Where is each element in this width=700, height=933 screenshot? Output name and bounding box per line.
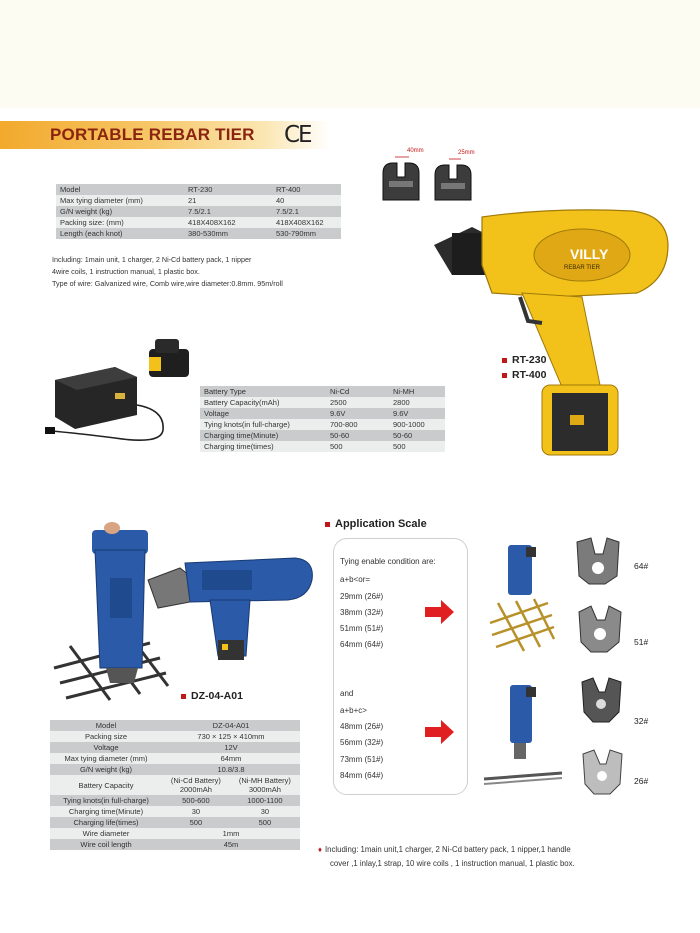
condition-line: 29mm (26#) (340, 592, 384, 601)
dz-included-items (318, 843, 683, 871)
blue-tool-side (148, 558, 312, 660)
arrow-right-icon (425, 600, 455, 624)
table-row: Wire coil length 45m (50, 839, 300, 850)
jaw-51-image (575, 604, 625, 654)
condition-line: 84mm (64#) (340, 771, 384, 780)
table-row: Max tying diameter (mm) 64mm (50, 753, 300, 764)
jaw-size-label: 26# (634, 776, 649, 786)
rt-included-items (52, 254, 352, 290)
jaw-closeup-40mm (383, 163, 419, 200)
application-scale-title: Application Scale (325, 518, 427, 530)
table-row: Packing size 730 × 125 × 410mm (50, 731, 300, 742)
table-row: Tying knots(in full-charge) 500-600 1000-1100 (50, 795, 300, 806)
model-label-rt400: RT-400 (502, 369, 546, 381)
jaw-size-label: 51# (634, 637, 649, 647)
condition-line: Tying enable condition are: (340, 557, 436, 566)
blue-tool-standing (92, 522, 148, 683)
table-row: Length (each knot) 380-530mm 530-790mm (56, 228, 341, 239)
jaw-size-label-40: 40mm (407, 148, 424, 154)
table-row: Charging time(times) 500 500 (200, 441, 445, 452)
application-demo-line-image (482, 683, 564, 793)
table-row: Tying knots(in full-charge) 700-800 900-1000 (200, 419, 445, 430)
table-row: Packing size: (mm) 418X408X162 418X408X162 (56, 217, 341, 228)
brand-logo: VILLY (570, 246, 609, 262)
ce-mark: CE (284, 122, 311, 148)
jaw-32-image (579, 676, 625, 724)
jaw-size-label: 64# (634, 561, 649, 571)
include-line: 4wire coils, 1 instruction manual, 1 plastic box. (52, 267, 200, 276)
include-line: ♦ Including: 1main unit,1 charger, 2 Ni-Cd battery pack, 1 nipper,1 handle (318, 845, 571, 854)
condition-line: 51mm (51#) (340, 624, 384, 633)
table-row: Battery Capacity (Ni-Cd Battery) 2000mAh (Ni-MH Battery) 3000mAh (50, 775, 300, 795)
brand-subtitle: REBAR TIER (564, 265, 600, 271)
table-row: Charging life(times) 500 500 (50, 817, 300, 828)
charger-and-battery-image (45, 335, 190, 450)
condition-line: and (340, 689, 354, 698)
table-row: G/N weight (kg) 10.8/3.8 (50, 764, 300, 775)
table-row: Voltage 9.6V 9.6V (200, 408, 445, 419)
condition-line: 38mm (32#) (340, 608, 384, 617)
model-label-dz: DZ-04-A01 (181, 690, 243, 702)
include-line: cover ,1 inlay,1 strap, 10 wire coils , 1 instruction manual, 1 plastic box. (330, 859, 575, 868)
table-row: Voltage 12V (50, 742, 300, 753)
condition-line: 56mm (32#) (340, 738, 384, 747)
rt-spec-table (56, 184, 341, 239)
table-row: G/N weight (kg) 7.5/2.1 7.5/2.1 (56, 206, 341, 217)
page-title: PORTABLE REBAR TIER (50, 125, 255, 144)
jaw-size-label-25: 25mm (458, 150, 475, 156)
condition-line: 64mm (64#) (340, 640, 384, 649)
application-demo-grid-image (488, 543, 560, 655)
table-row: Battery Type Ni-Cd Ni-MH (200, 386, 445, 397)
model-label-rt230: RT-230 (502, 354, 546, 366)
jaw-26-image (580, 748, 626, 796)
wire-type-line: Type of wire: Galvanized wire, Comb wire,wire diameter:0.8mm. 95m/roll (52, 279, 283, 288)
table-row: Max tying diameter (mm) 21 40 (56, 195, 341, 206)
battery-charger (55, 367, 137, 429)
table-row: Model DZ-04-A01 (50, 720, 300, 731)
jaw-size-label: 32# (634, 716, 649, 726)
jaw-64-image (573, 536, 623, 586)
blue-dz-tool-image (50, 518, 325, 703)
condition-line: a+b+c> (340, 706, 367, 715)
yellow-rebar-tier-image (432, 205, 677, 460)
table-row: Wire diameter 1mm (50, 828, 300, 839)
table-row: Model RT-230 RT-400 (56, 184, 341, 195)
table-row: Charging time(Minute) 30 30 (50, 806, 300, 817)
dz-spec-table (50, 720, 300, 850)
arrow-right-icon (425, 720, 455, 744)
condition-line: 48mm (26#) (340, 722, 384, 731)
include-line: Including: 1main unit, 1 charger, 2 Ni-Cd battery pack, 1 nipper (52, 255, 252, 264)
condition-line: 73mm (51#) (340, 755, 384, 764)
table-row: Charging time(Minute) 50-60 50-60 (200, 430, 445, 441)
condition-line: a+b<or= (340, 575, 371, 584)
jaw-closeup-25mm (435, 165, 471, 200)
table-row: Battery Capacity(mAh) 2500 2800 (200, 397, 445, 408)
battery-spec-table (200, 386, 445, 452)
battery-pack (149, 339, 189, 377)
top-blank-band (0, 0, 700, 108)
